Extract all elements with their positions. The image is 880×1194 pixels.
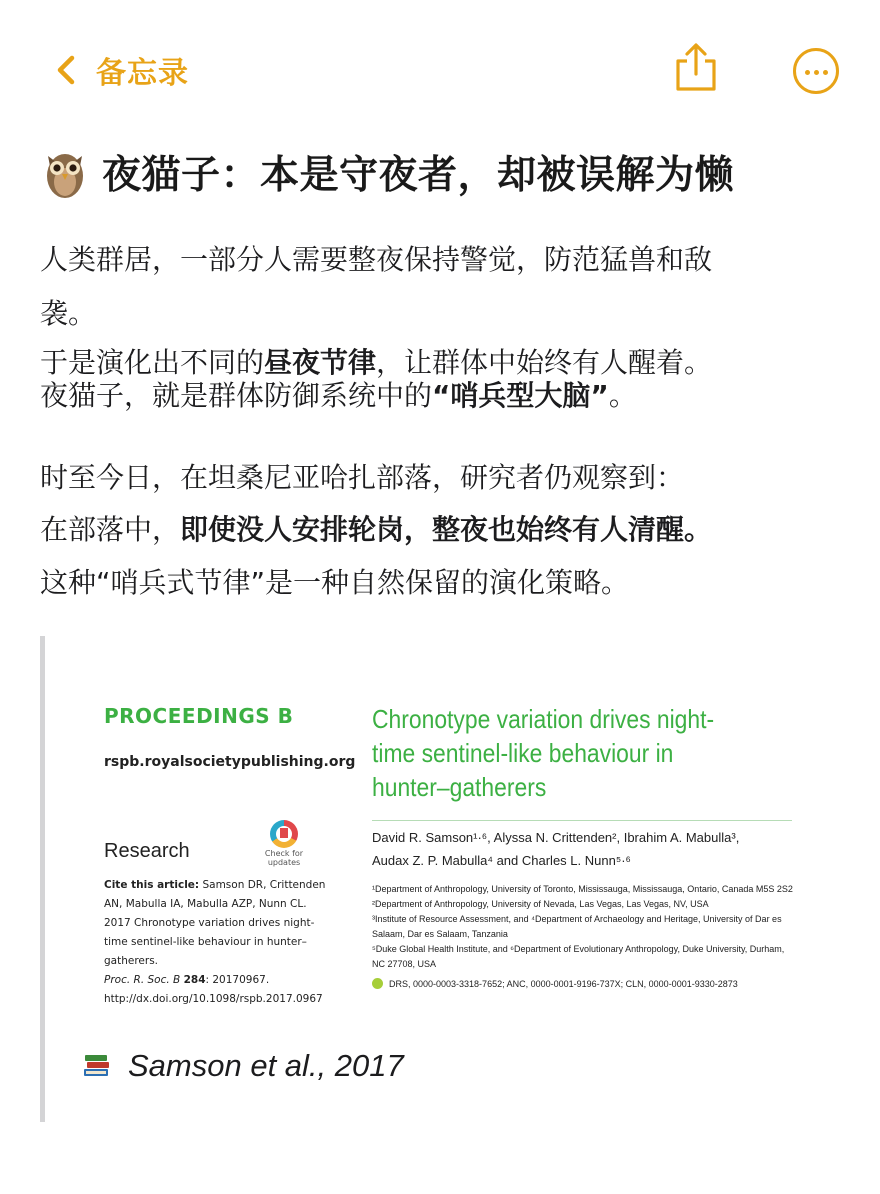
note-paragraph: 人类群居，一部分人需要整夜保持警觉，防范猛兽和敌 [40,243,713,276]
author-list: David R. Samson¹·⁶, Alyssa N. Crittenden², Ibrahim A. Mabulla³, Audax Z. P. Mabulla⁴ and Charles L. Nunn⁵·⁶ [372,830,740,868]
blockquote-bar [40,636,45,1122]
divider [372,820,792,821]
back-label: 备忘录 [96,56,189,91]
note-paragraph: 夜猫子，就是群体防御系统中的“哨兵型大脑”。 [40,379,637,412]
note-title-row [42,144,734,200]
orcid-line: DRS, 0000-0003-3318-7652; ANC, 0000-0001-9196-737X; CLN, 0000-0001-9330-2873 [372,978,738,989]
orcid-icon [372,978,383,989]
navigation-bar [0,0,880,140]
back-button[interactable] [50,46,189,94]
article-title: Chronotype variation drives night-time sentinel-like behaviour in hunter–gatherers [372,704,715,802]
share-icon[interactable] [672,42,720,94]
check-updates-icon [270,820,298,848]
section-label: Research [104,840,190,862]
books-icon [82,1051,112,1081]
paper-screenshot [96,690,796,1010]
note-paragraph: 于是演化出不同的昼夜节律，让群体中始终有人醒着。 [40,346,713,379]
note-paragraph: 时至今日，在坦桑尼亚哈扎部落，研究者仍观察到： [40,461,685,494]
note-title: 夜猫子：本是守夜者，却被误解为懒 [102,153,735,198]
journal-url: rspb.royalsocietypublishing.org [104,754,356,770]
check-updates-badge: Check for updates [264,820,304,867]
note-paragraph: 在部落中，即使没人安排轮岗，整夜也始终有人清醒。 [40,513,713,546]
chevron-left-icon [50,46,78,94]
source-text: Samson et al., 2017 [128,1048,404,1083]
journal-name: PROCEEDINGS B [104,704,294,728]
note-paragraph: 这种“哨兵式节律”是一种自然保留的演化策略。 [40,566,630,599]
note-paragraph: 袭。 [40,297,97,330]
source-citation [82,1048,404,1084]
owl-icon [42,144,88,200]
citation-block: Cite this article: Samson DR, Crittenden AN, Mabulla IA, Mabulla AZP, Nunn CL. 2017 Chronotype variation drives night-time sentinel-like behaviour in hunter–gatherers. Proc. R. Soc. B 284: 20170967. http://dx.doi.org/10.1098/rspb.2017.0967 [104,879,326,1005]
ellipsis-circle-icon[interactable] [793,48,839,94]
affiliations: ¹Department of Anthropology, University of Toronto, Mississauga, Mississauga, Ontario, Canada M5S 2S2 ²Department of Anthropology, University of Nevada, Las Vegas, Las Vegas, NV, USA ³Institute of Resource Assessment, and ⁴Department of Archaeology and Heritage, University of Dar es Salaam, Dar es Salaam, Tanzania ⁵Duke Global Health Institute, and ⁶Department of Evolutionary Anthropology, Duke University, Durham, NC 27708, USA [372,884,793,969]
